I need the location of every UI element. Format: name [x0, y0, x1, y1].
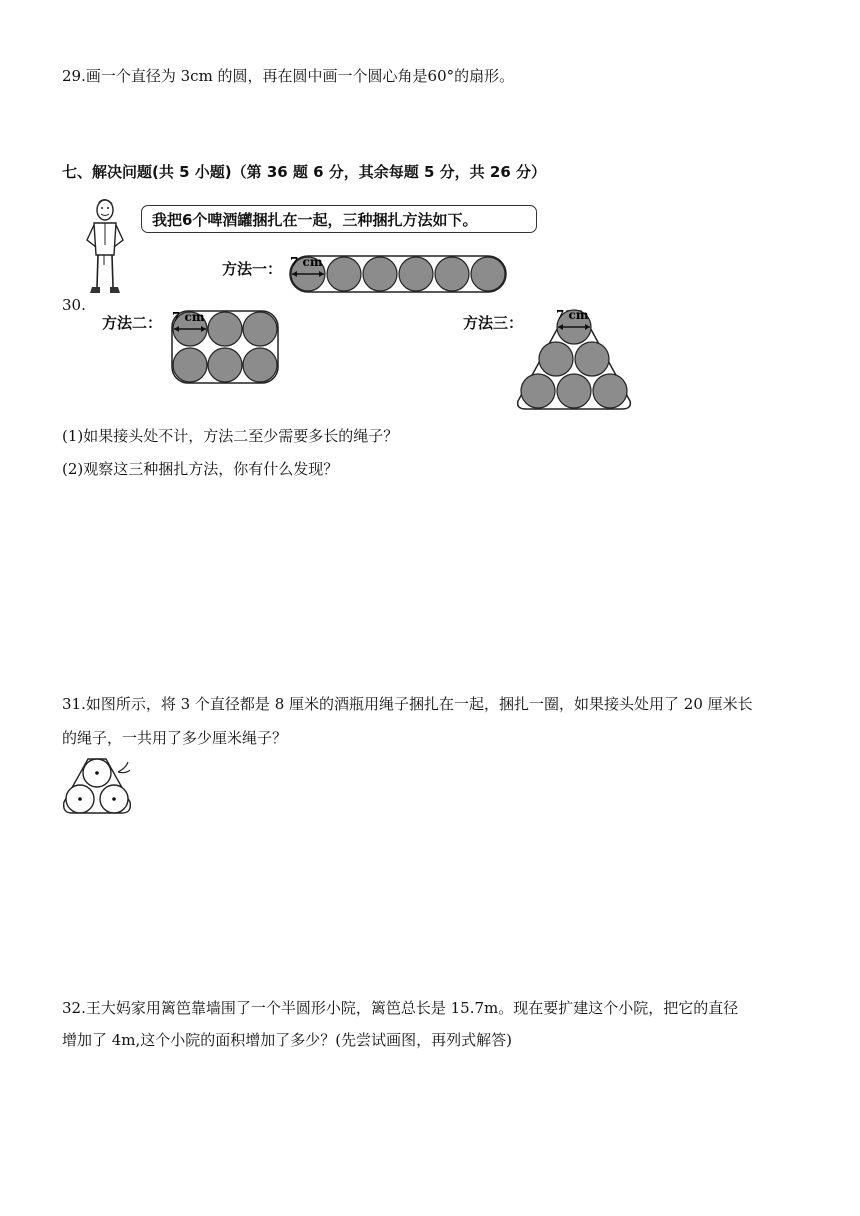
question-29: 29.画一个直径为 3cm 的圆，再在圆中画一个圆心角是60°的扇形。 — [62, 67, 515, 85]
question-32-line-2: 增加了 4m,这个小院的面积增加了多少？(先尝试画图，再列式解答) — [62, 1031, 513, 1049]
question-31-line-1: 31.如图所示，将 3 个直径都是 8 厘米的酒瓶用绳子捆扎在一起，捆扎一圈，如果接头处用了 20 厘米长 — [62, 695, 753, 713]
method-2-label: 方法二： — [102, 314, 163, 332]
method-1-diameter-label: 7 cm — [290, 255, 323, 269]
method-3-diameter-label: 7 cm — [556, 308, 589, 322]
three-bottles-diagram — [60, 756, 136, 818]
question-32-line-1: 32.王大妈家用篱笆靠墙围了一个半圆形小院，篱笆总长是 15.7m。现在要扩建这个小院，把它的直径 — [62, 999, 739, 1017]
question-30-number: 30. — [62, 296, 86, 314]
question-31-line-2: 的绳子，一共用了多少厘米绳子？ — [62, 729, 288, 747]
cartoon-man-illustration — [84, 195, 124, 297]
speech-bubble: 我把6个啤酒罐捆扎在一起，三种捆扎方法如下。 — [141, 205, 537, 233]
method-3-label: 方法三： — [463, 314, 524, 332]
method-1-label: 方法一： — [222, 260, 283, 278]
question-30-sub-2: (2)观察这三种捆扎方法，你有什么发现？ — [62, 460, 339, 478]
section-7-heading: 七、解决问题(共 5 小题)（第 36 题 6 分，其余每题 5 分，共 26 分） — [62, 163, 546, 181]
method-3-diagram — [512, 305, 636, 413]
question-30-sub-1: (1)如果接头处不计，方法二至少需要多长的绳子？ — [62, 427, 399, 445]
method-2-diameter-label: 7 cm — [172, 310, 205, 324]
method-2-diagram — [168, 307, 282, 387]
method-1-diagram — [286, 254, 510, 294]
